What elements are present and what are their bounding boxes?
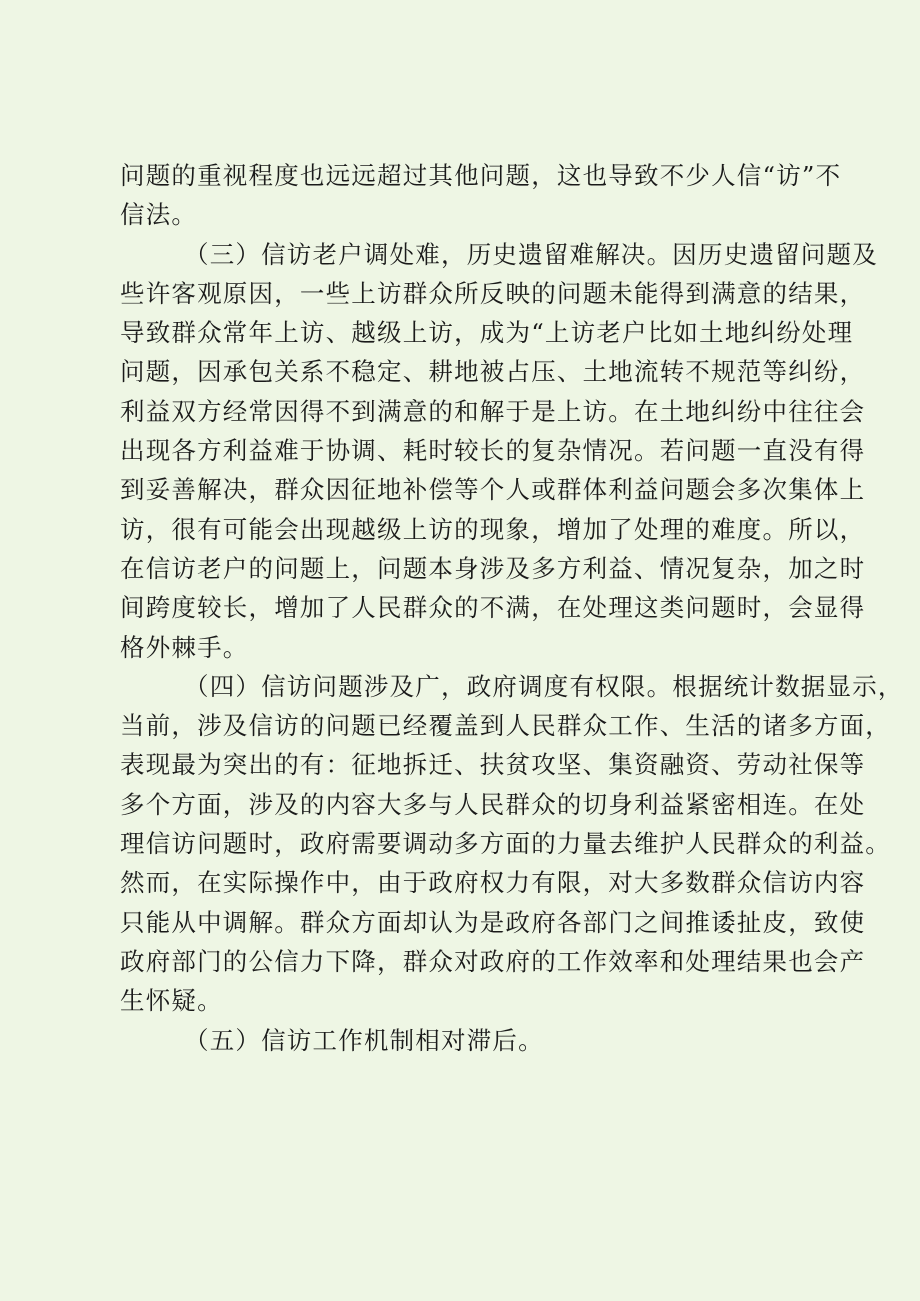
paragraph-section-five	[120, 1021, 820, 1060]
text-line: 格外棘手。	[120, 632, 249, 662]
paragraph-continuation	[120, 156, 842, 235]
text-line: 到妥善解决，群众因征地补偿等个人或群体利益问题会多次集体上	[120, 475, 866, 505]
text-line: 当前，涉及信访的问题已经覆盖到人民群众工作、生活的诸多方面，	[120, 711, 891, 741]
text-line: 些许客观原因，一些上访群众所反映的问题未能得到满意的结果，	[120, 278, 866, 308]
text-line: 出现各方利益难于协调、耗时较长的复杂情况。若问题一直没有得	[120, 436, 866, 466]
text-line: 理信访问题时，政府需要调动多方面的力量去维护人民群众的利益。	[120, 829, 891, 859]
text-line: 政府部门的公信力下降，群众对政府的工作效率和处理结果也会产	[120, 946, 866, 976]
text-line: 间跨度较长，增加了人民群众的不满，在处理这类问题时，会显得	[120, 593, 866, 623]
text-line: 生怀疑。	[120, 986, 223, 1016]
text-line: （四）信访问题涉及广，政府调度有权限。根据统计数据显示，	[184, 671, 904, 701]
text-line: 然而，在实际操作中，由于政府权力有限，对大多数群众信访内容	[120, 868, 866, 898]
text-line: 在信访老户的问题上，问题本身涉及多方利益、情况复杂，加之时	[120, 553, 866, 583]
text-line: 导致群众常年上访、越级上访，成为“上访老户比如土地纠纷处理	[120, 318, 854, 348]
text-line: 表现最为突出的有：征地拆迁、扶贫攻坚、集资融资、劳动社保等	[120, 750, 866, 780]
text-line: 信法。	[120, 200, 198, 230]
text-line: 问题的重视程度也远远超过其他问题，这也导致不少人信“访”不	[120, 161, 842, 190]
text-line: （三）信访老户调处难，历史遗留难解决。因历史遗留问题及	[184, 239, 878, 269]
text-line: 只能从中调解。群众方面却认为是政府各部门之间推诿扯皮，致使	[120, 907, 866, 937]
text-line: 问题，因承包关系不稳定、耕地被占压、土地流转不规范等纠纷，	[120, 357, 866, 387]
section-heading: （五）信访工作机制相对滞后。	[184, 1025, 544, 1055]
document-body	[120, 156, 904, 1060]
paragraph-section-three	[120, 235, 878, 667]
paragraph-section-four	[120, 667, 904, 1021]
text-line: 访，很有可能会出现越级上访的现象，增加了处理的难度。所以，	[120, 514, 866, 544]
text-line: 利益双方经常因得不到满意的和解于是上访。在土地纠纷中往往会	[120, 396, 866, 426]
text-line: 多个方面，涉及的内容大多与人民群众的切身利益紧密相连。在处	[120, 789, 866, 819]
